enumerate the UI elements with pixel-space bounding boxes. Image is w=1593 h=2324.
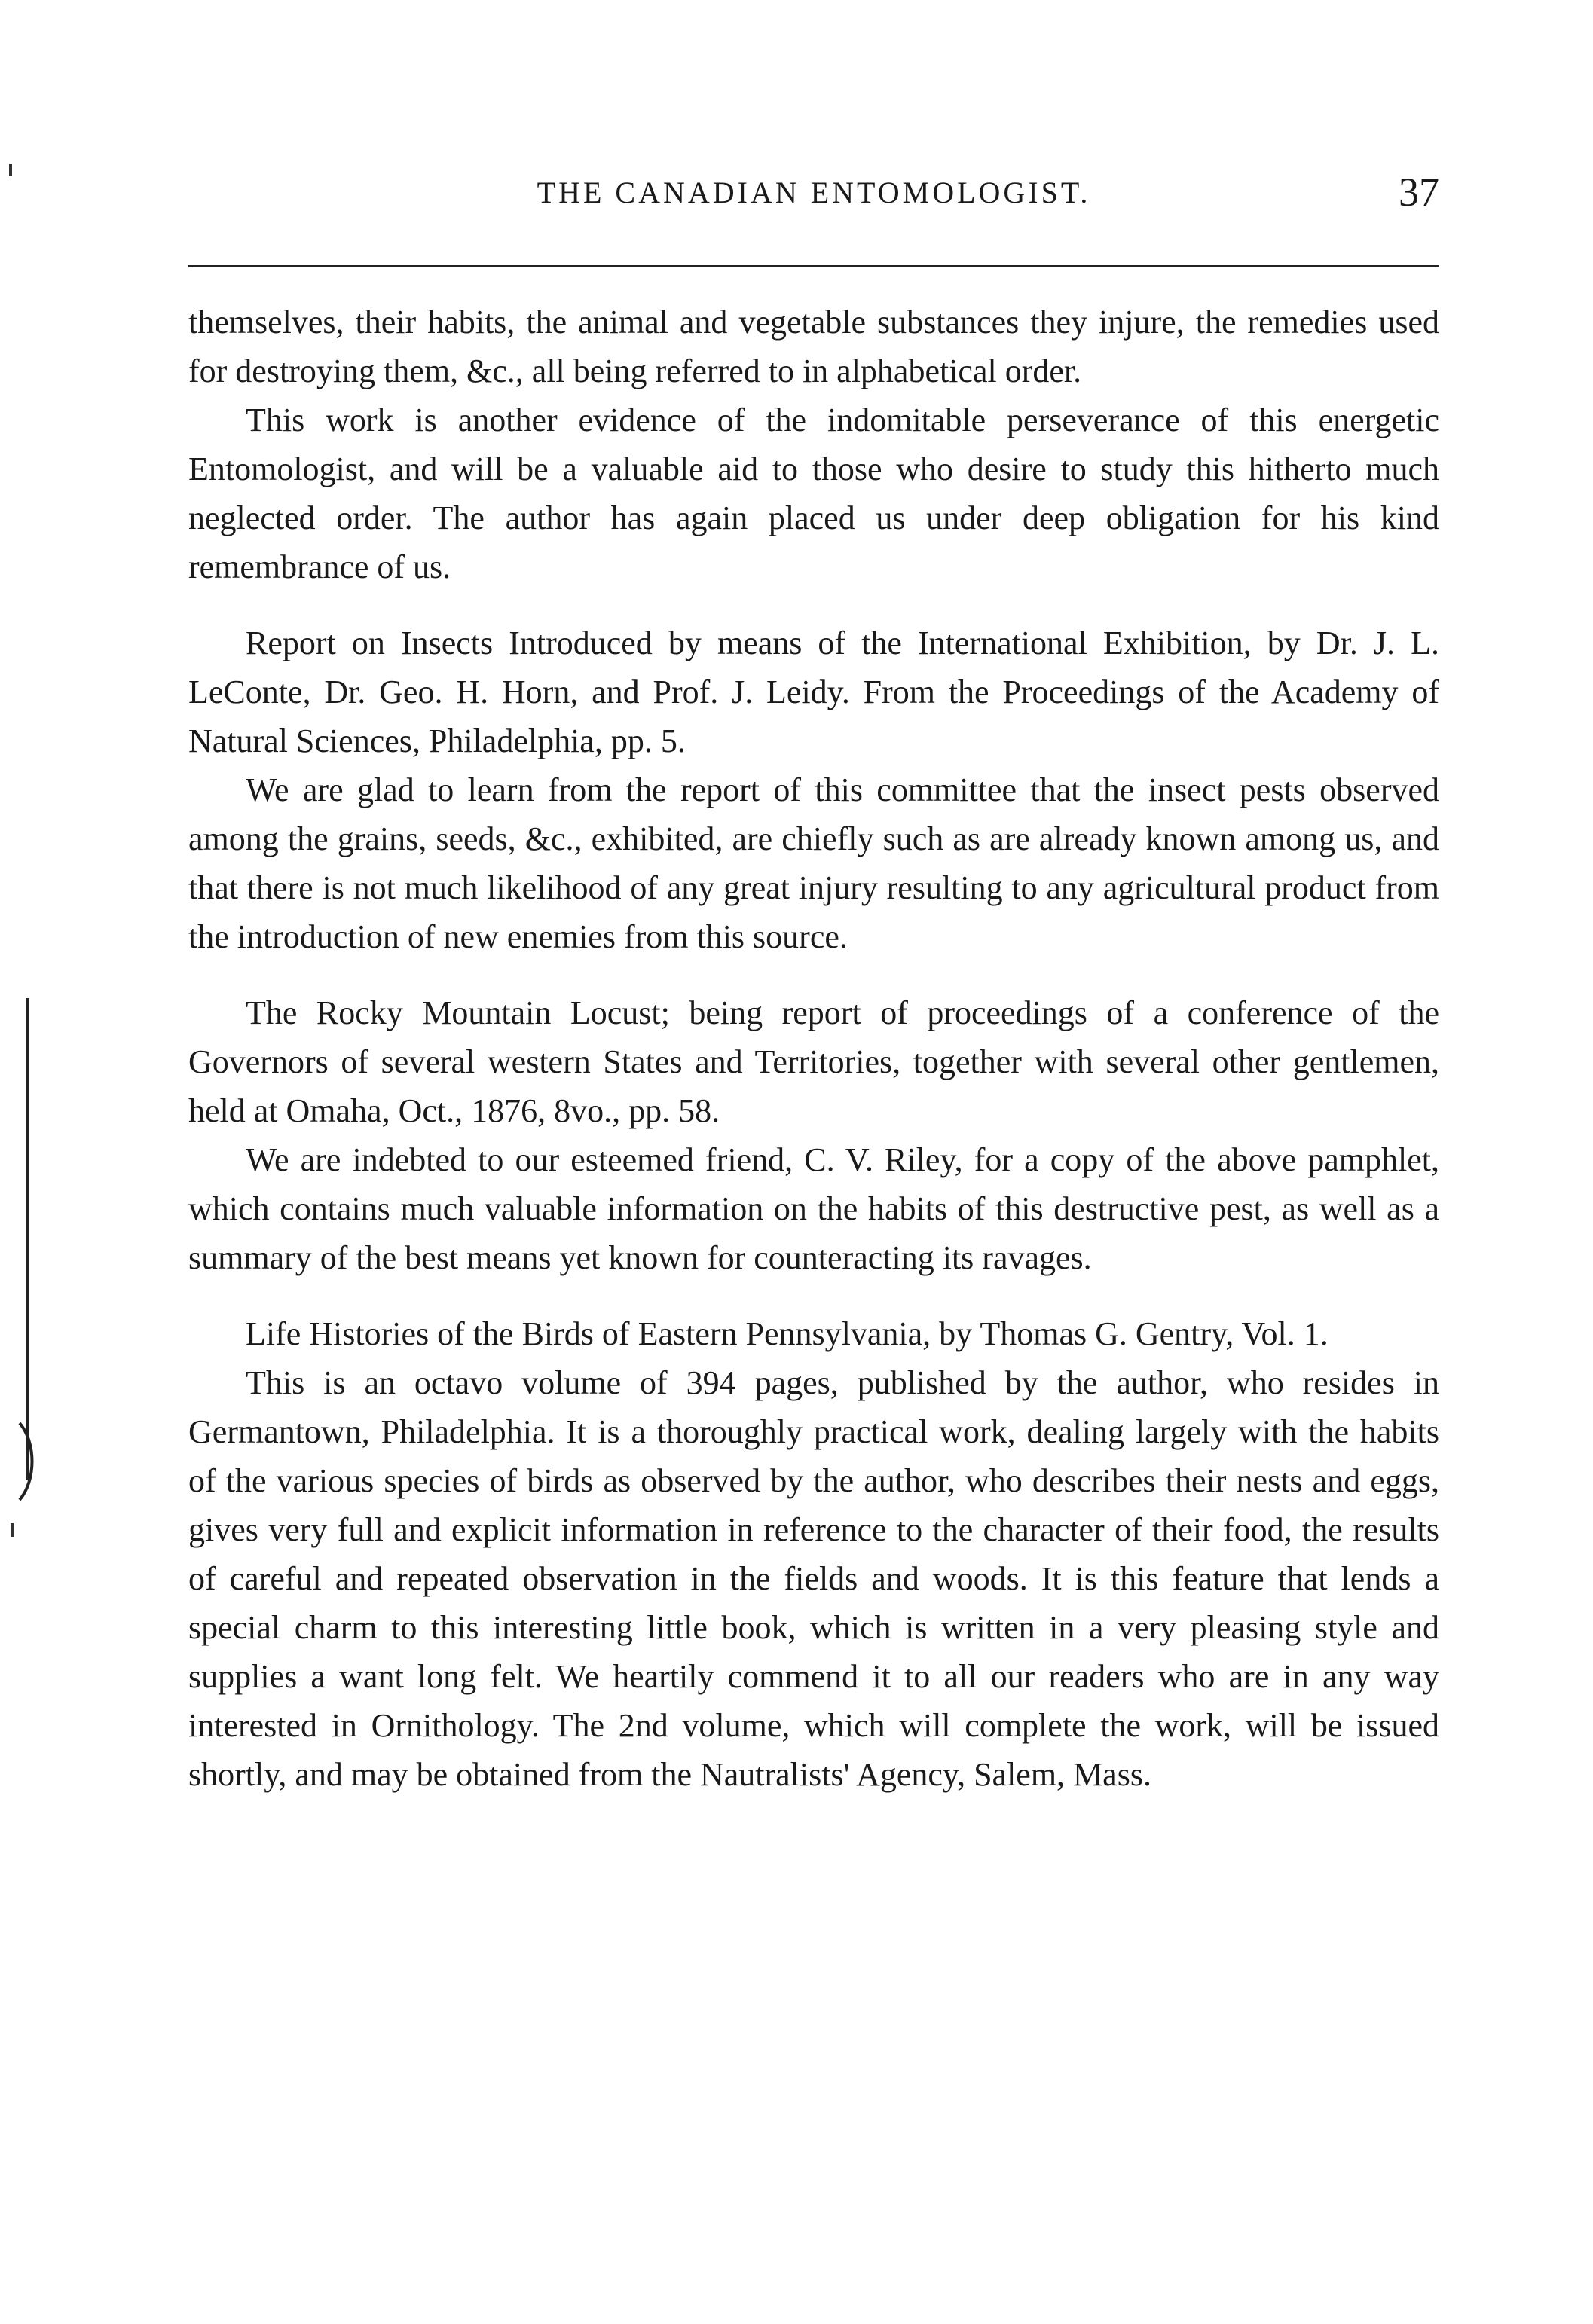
paragraph-report-review: We are glad to learn from the report of this committee that the insect pests observed among the grains, seeds, &c., exhibited, are chiefly such as are already known among us, and that there is not much likelihood of any great injury resulting to any agricultural product from the introduction of new enemies from this source. xyxy=(188,771,1439,955)
margin-bracket xyxy=(14,1420,44,1503)
paragraph-locust-review: We are indebted to our esteemed friend, C. V. Riley, for a copy of the above pamphlet, which contains much valuable information on the habits of this destructive pest, as well as a summary of the best means yet known for counteracting its ravages. xyxy=(188,1141,1439,1276)
margin-tick xyxy=(11,1523,14,1537)
paragraph-review-comment: This work is another evidence of the indomitable perseverance of this energetic Entomologist, and will be a valuable aid to those who desire to study this hitherto much neglected order. The author has again placed us under deep obligation for his kind remembrance of us. xyxy=(188,402,1439,585)
running-head xyxy=(188,169,1439,221)
margin-tick xyxy=(9,164,12,176)
paragraph-locust-title: The Rocky Mountain Locust; being report of proceedings of a conference of the Governors of several western States and Territories, together with several other gentlemen, held at Omaha, Oct., 1876, 8vo., pp. 58. xyxy=(188,994,1439,1129)
header-rule xyxy=(188,265,1439,267)
paragraph-birds-review: This is an octavo volume of 394 pages, published by the author, who resides in Germantown, Philadelphia. It is a thoroughly practical work, dealing largely with the habits of the various species of birds as observed by the author, who describes their nests and eggs, gives very full and explicit information in reference to the character of their food, the results of careful and repeated observation in the fields and woods. It is this feature that lends a special charm to this interesting little book, which is written in a very pleasing style and supplies a want long felt. We heartily commend it to all our readers who are in any way interested in Ornithology. The 2nd volume, which will complete the work, will be issued shortly, and may be obtained from the Nautralists' Agency, Salem, Mass. xyxy=(188,1364,1439,1793)
page-number: 37 xyxy=(1399,169,1439,215)
body-text xyxy=(188,298,1439,1799)
paragraph-report-title: Report on Insects Introduced by means of the International Exhibition, by Dr. J. L. LeConte, Dr. Geo. H. Horn, and Prof. J. Leidy. From the Proceedings of the Academy of Natural Sciences, Philadelphia, pp. 5. xyxy=(188,625,1439,759)
journal-title: THE CANADIAN ENTOMOLOGIST. xyxy=(537,176,1091,209)
margin-mark xyxy=(26,998,29,1480)
paragraph-birds-title: Life Histories of the Birds of Eastern Pennsylvania, by Thomas G. Gentry, Vol. 1. xyxy=(246,1315,1329,1352)
paragraph-continuation: themselves, their habits, the animal and vegetable substances they injure, the remedies used for destroying them, &c., all being referred to in alphabetical order. xyxy=(188,304,1439,389)
